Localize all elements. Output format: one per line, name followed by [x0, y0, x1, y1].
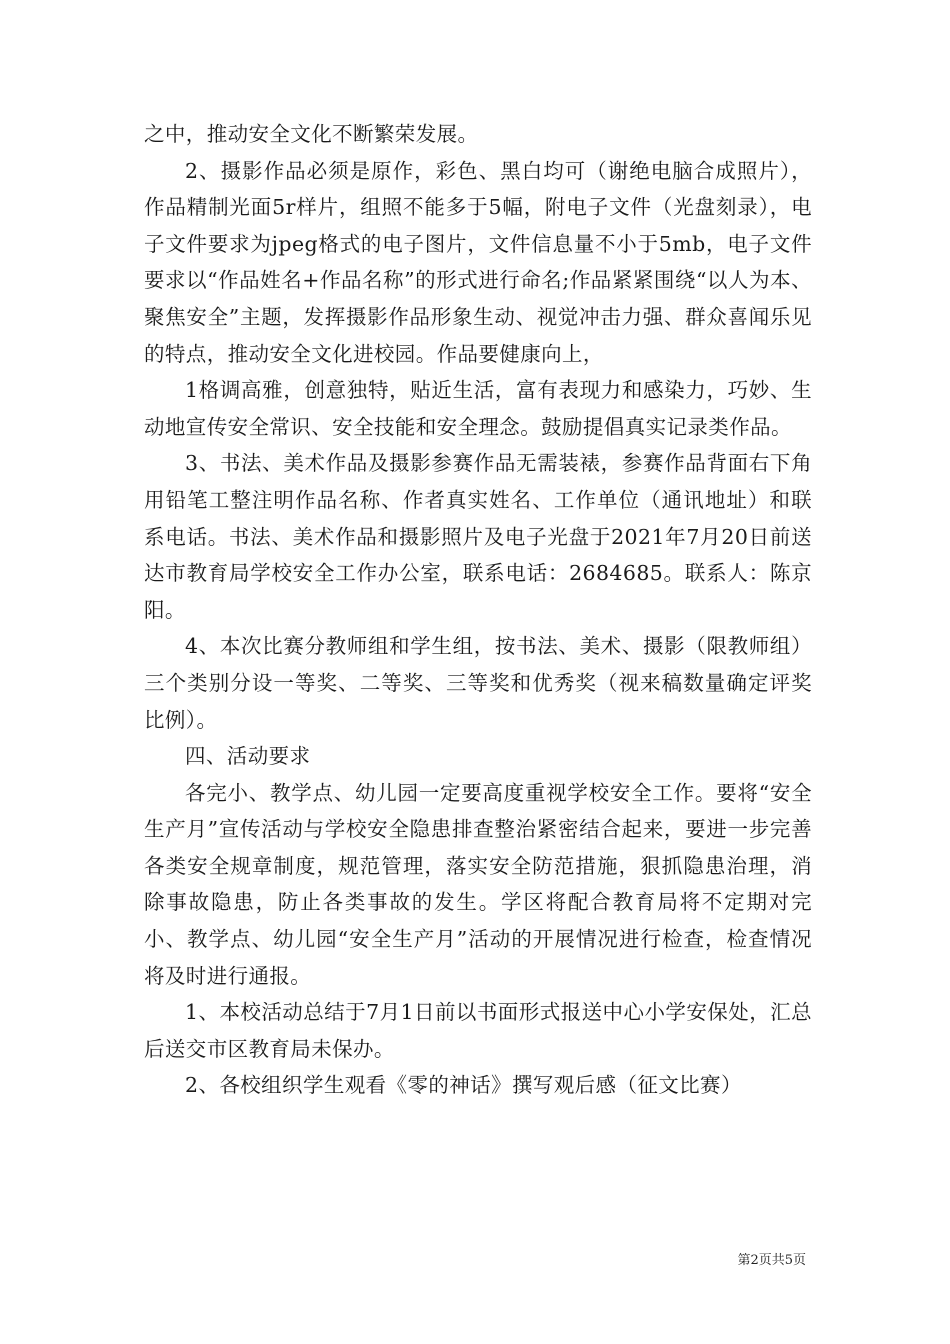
- paragraph-continuation: 之中，推动安全文化不断繁荣发展。: [144, 122, 479, 146]
- page-number: 第2页共5页: [737, 1253, 806, 1268]
- paragraph-submission-details: 3、书法、美术作品及摄影参赛作品无需装裱，参赛作品背面右下角用铅笔工整注明作品名称、作者真实姓名、工作单位（通讯地址）和联系电话。书法、美术作品和摄影照片及电子光盘于2021年7月20日前送达市教育局学校安全工作办公室，联系电话：2684685。联系人：陈京阳。: [144, 451, 812, 622]
- document-body: [144, 116, 812, 1104]
- paragraph-style-requirements: 1格调高雅，创意独特，贴近生活，富有表现力和感染力，巧妙、生动地宣传安全常识、安全技能和安全理念。鼓励提倡真实记录类作品。: [144, 378, 812, 439]
- paragraph-photo-requirements: 2、摄影作品必须是原作，彩色、黑白均可（谢绝电脑合成照片），作品精制光面5r样片，组照不能多于5幅，附电子文件（光盘刻录），电子文件要求为jpeg格式的电子图片，文件信息量不小于5mb，电子文件要求以“作品姓名+作品名称”的形式进行命名;作品紧紧围绕“以人为本、聚焦安全”主题，发挥摄影作品形象生动、视觉冲击力强、群众喜闻乐见的特点，推动安全文化进校园。作品要健康向上，: [144, 158, 812, 366]
- paragraph-safety-work: 各完小、教学点、幼儿园一定要高度重视学校安全工作。要将“安全生产月”宣传活动与学校安全隐患排查整治紧密结合起来，要进一步完善各类安全规章制度，规范管理，落实安全防范措施，狠抓隐患治理，消除事故隐患，防止各类事故的发生。学区将配合教育局将不定期对完小、教学点、幼儿园“安全生产月”活动的开展情况进行检查，检查情况将及时进行通报。: [144, 780, 812, 988]
- paragraph-summary-deadline: 1、本校活动总结于7月1日前以书面形式报送中心小学安保处，汇总后送交市区教育局未保办。: [144, 1000, 812, 1061]
- paragraph-essay-contest: 2、各校组织学生观看《零的神话》撰写观后感（征文比赛）: [185, 1073, 742, 1098]
- section-heading-activity-requirements: 四、活动要求: [185, 744, 311, 769]
- paragraph-award-categories: 4、本次比赛分教师组和学生组，按书法、美术、摄影（限教师组）三个类别分设一等奖、二等奖、三等奖和优秀奖（视来稿数量确定评奖比例）。: [144, 634, 812, 732]
